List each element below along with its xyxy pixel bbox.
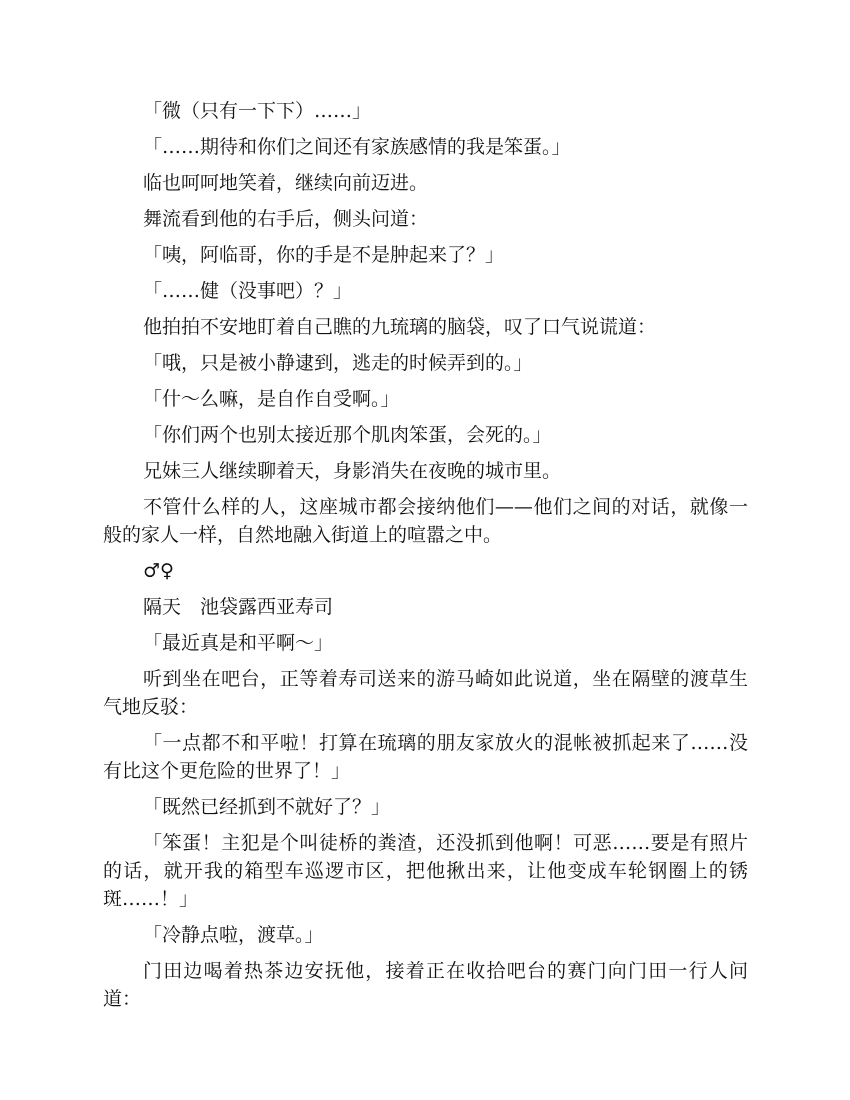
paragraph: 「你们两个也别太接近那个肌肉笨蛋，会死的。」 <box>143 424 552 446</box>
section-break-symbol: ♂♀ <box>143 560 174 582</box>
paragraph: 「咦，阿临哥，你的手是不是肿起来了？」 <box>143 244 505 266</box>
paragraph: 「最近真是和平啊～」 <box>143 632 334 654</box>
paragraph: 临也呵呵地笑着，继续向前迈进。 <box>143 172 429 194</box>
document-page <box>103 97 748 1021</box>
paragraph: 不管什么样的人，这座城市都会接纳他们——他们之间的对话，就像一般的家人一样，自然地融入街道上的喧嚣之中。 <box>103 496 748 546</box>
paragraph: 「……健（没事吧）？」 <box>143 280 353 302</box>
paragraph: 兄妹三人继续聊着天，身影消失在夜晚的城市里。 <box>143 460 562 482</box>
paragraph: 「什～么嘛，是自作自受啊。」 <box>143 388 400 410</box>
paragraph: 听到坐在吧台，正等着寿司送来的游马崎如此说道，坐在隔壁的渡草生气地反驳： <box>103 668 748 718</box>
paragraph: 「微（只有一下下）……」 <box>143 100 372 122</box>
scene-heading: 隔天 池袋露西亚寿司 <box>143 596 334 618</box>
paragraph: 「哦，只是被小静逮到，逃走的时候弄到的。」 <box>143 352 533 374</box>
paragraph: 他拍拍不安地盯着自己瞧的九琉璃的脑袋，叹了口气说谎道： <box>143 316 657 338</box>
paragraph: 「……期待和你们之间还有家族感情的我是笨蛋。」 <box>143 136 571 158</box>
paragraph: 「既然已经抓到不就好了？」 <box>143 796 391 818</box>
paragraph: 「一点都不和平啦！打算在琉璃的朋友家放火的混帐被抓起来了……没有比这个更危险的世界了！」 <box>103 732 748 782</box>
paragraph: 门田边喝着热茶边安抚他，接着正在收拾吧台的赛门向门田一行人问道： <box>103 960 748 1010</box>
paragraph: 「笨蛋！主犯是个叫徒桥的粪渣，还没抓到他啊！可恶……要是有照片的话，就开我的箱型车巡逻市区，把他揪出来，让他变成车轮钢圈上的锈斑……！」 <box>103 832 748 910</box>
paragraph: 「冷静点啦，渡草。」 <box>143 924 324 946</box>
paragraph: 舞流看到他的右手后，侧头问道： <box>143 208 429 230</box>
